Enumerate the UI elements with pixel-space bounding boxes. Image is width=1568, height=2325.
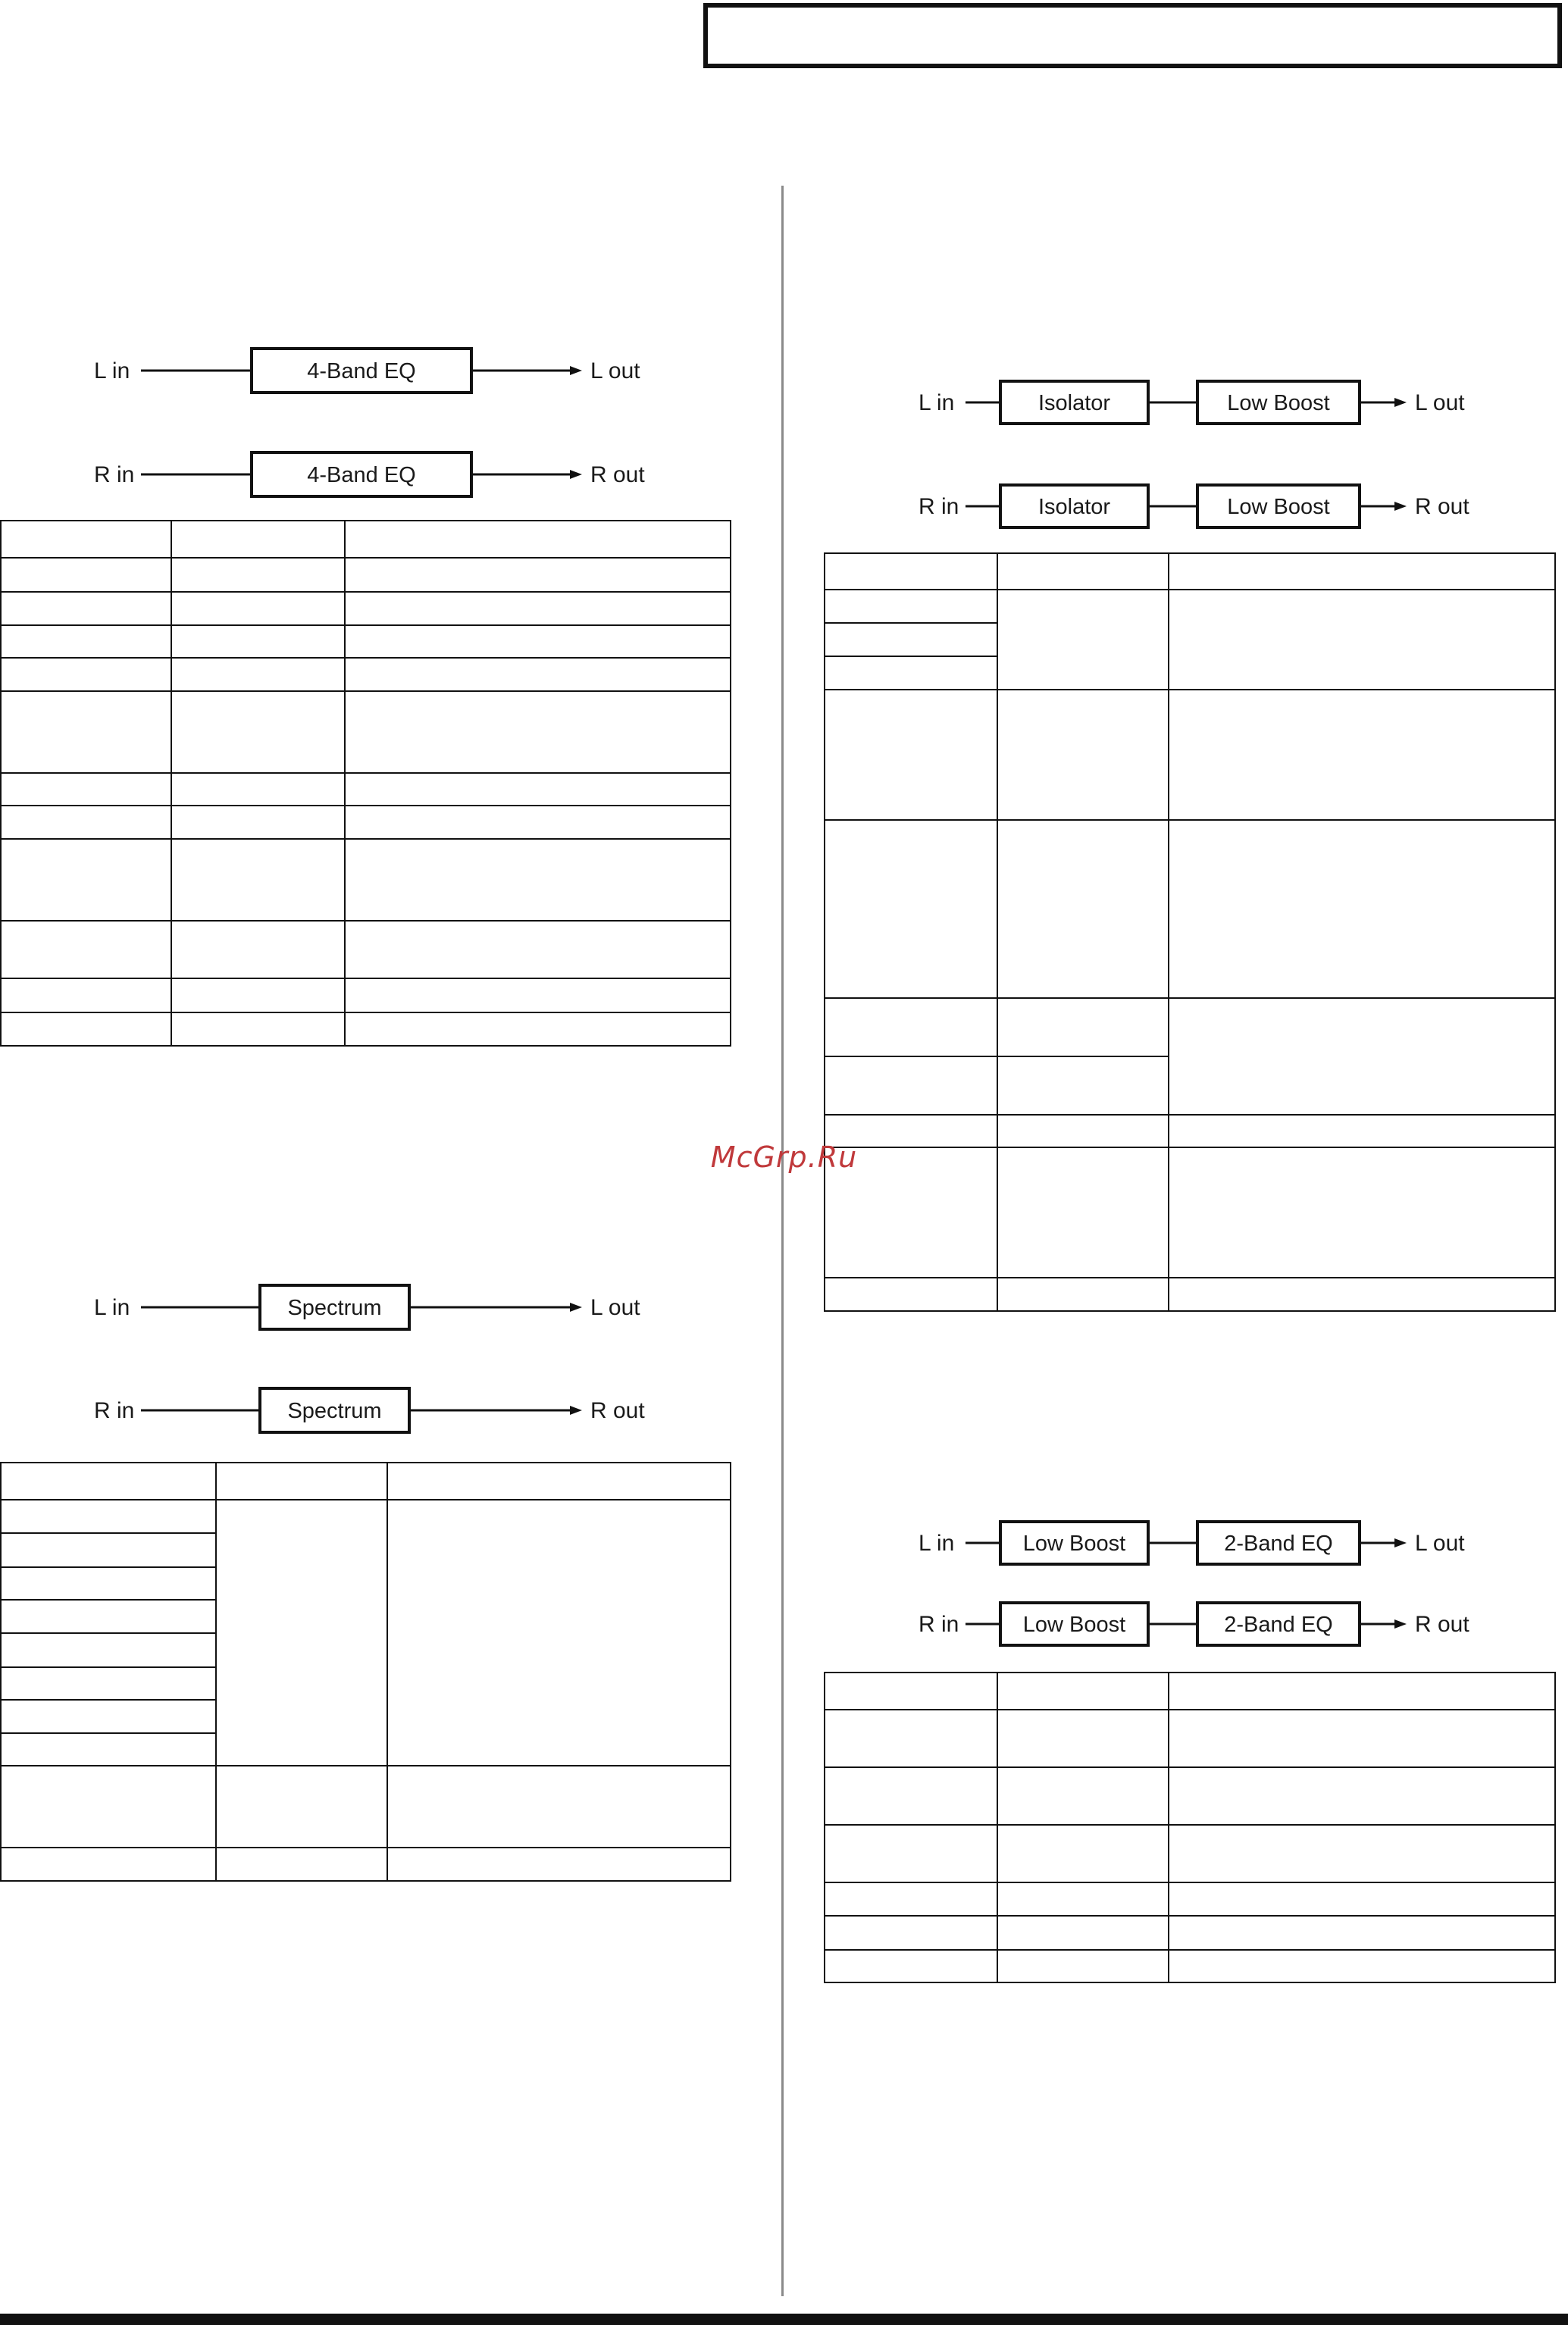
watermark: McGrp.Ru [710, 1141, 858, 1174]
table-four-band-eq-params [1, 521, 731, 1046]
signal-row-left [919, 1522, 1465, 1564]
effect-block-label: Isolator [1038, 391, 1111, 415]
input-label: L in [919, 1531, 955, 1556]
effect-block-label: Low Boost [1022, 1532, 1126, 1556]
output-label: L out [590, 1295, 640, 1320]
input-label: L in [94, 1295, 130, 1320]
table-spectrum-params [1, 1463, 731, 1881]
effect-block-label: 4-Band EQ [307, 359, 416, 383]
arrow-icon [570, 1303, 582, 1312]
input-label: R in [94, 1398, 135, 1423]
signal-row-left [919, 381, 1465, 424]
output-label: L out [590, 358, 640, 383]
arrow-icon [1394, 398, 1407, 407]
signal-row-right [919, 1603, 1469, 1645]
arrow-icon [570, 470, 582, 479]
table-low-boost-params [825, 1673, 1555, 1982]
effect-block-label: Isolator [1038, 495, 1111, 519]
signal-flow-isolator [919, 381, 1469, 527]
output-label: L out [1415, 1531, 1465, 1556]
input-label: R in [919, 1612, 959, 1637]
effect-block-label: Low Boost [1022, 1613, 1126, 1637]
input-label: L in [919, 390, 955, 415]
output-label: R out [590, 462, 645, 487]
signal-flow-four-band-eq [94, 349, 645, 496]
effect-block-label: 4-Band EQ [307, 463, 416, 487]
arrow-icon [1394, 502, 1407, 511]
signal-row-right [94, 452, 645, 496]
table-isolator-params [825, 553, 1555, 1311]
output-label: L out [1415, 390, 1465, 415]
signal-row-right [919, 485, 1469, 527]
arrow-icon [1394, 1538, 1407, 1547]
table-frame [1, 521, 731, 1046]
table-frame [825, 553, 1555, 1311]
signal-flow-diagrams [94, 349, 1469, 1645]
input-label: R in [94, 462, 135, 487]
output-label: R out [590, 1398, 645, 1423]
output-label: R out [1415, 494, 1469, 519]
arrow-icon [570, 366, 582, 375]
effect-block-label: Spectrum [287, 1296, 382, 1320]
arrow-icon [1394, 1619, 1407, 1629]
signal-row-left [94, 349, 640, 393]
output-label: R out [1415, 1612, 1469, 1637]
effect-block-label: Low Boost [1227, 391, 1330, 415]
input-label: L in [94, 358, 130, 383]
effect-block-label: 2-Band EQ [1224, 1532, 1333, 1556]
signal-flow-spectrum [94, 1285, 645, 1432]
parameter-tables [1, 521, 1555, 1982]
signal-row-right [94, 1388, 645, 1432]
table-frame [1, 1463, 731, 1881]
input-label: R in [919, 494, 959, 519]
effect-block-label: Spectrum [287, 1399, 382, 1423]
signal-flow-low-boost [919, 1522, 1469, 1645]
effect-block-label: Low Boost [1227, 495, 1330, 519]
effect-block-label: 2-Band EQ [1224, 1613, 1333, 1637]
signal-row-left [94, 1285, 640, 1329]
arrow-icon [570, 1406, 582, 1415]
table-frame [825, 1673, 1555, 1982]
